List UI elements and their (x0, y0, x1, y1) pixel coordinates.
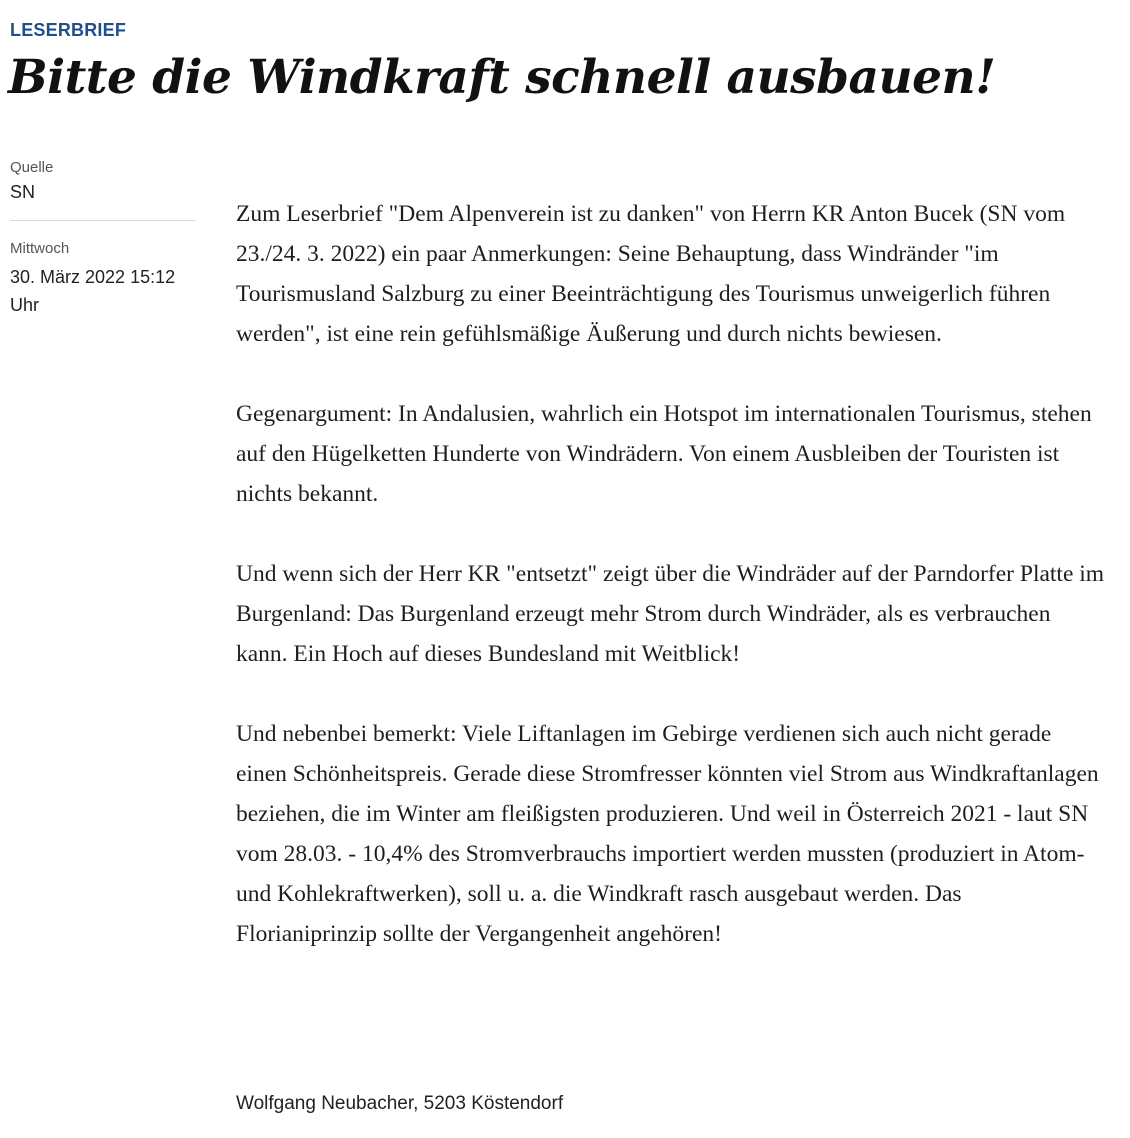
article-paragraph: Zum Leserbrief "Dem Alpenverein ist zu danken" von Herrn KR Anton Bucek (SN vom 23./24. 3. 2022) ein paar Anmerkungen: Seine Behauptung, dass Windränder "im Tourismusland Salzburg zu einer Beeinträchtigung des Tourismus unweigerlich führen werden", ist eine rein gefühlsmäßige Äußerung und durch nichts bewiesen. (236, 201, 1066, 347)
meta-source-label: Quelle (10, 159, 54, 176)
article-kicker: LESERBRIEF (10, 20, 127, 40)
article-paragraph: Gegenargument: In Andalusien, wahrlich ein Hotspot im internationalen Tourismus, stehen auf den Hügelketten Hunderte von Windrädern. Von einem Ausbleiben der Touristen ist nichts bekannt. (236, 401, 1092, 507)
article-body (236, 194, 1106, 994)
article-headline: Bitte die Windkraft schnell ausbauen! (8, 50, 996, 105)
article-paragraph: Und wenn sich der Herr KR "entsetzt" zeigt über die Windräder auf der Parndorfer Platte im Burgenland: Das Burgenland erzeugt mehr Strom durch Windräder, als es verbrauchen kann. Ein Hoch auf dieses Bundesland mit Weitblick! (236, 561, 1105, 667)
article-paragraph: Und nebenbei bemerkt: Viele Liftanlagen im Gebirge verdienen sich auch nicht gerade einen Schönheitspreis. Gerade diese Stromfresser könnten viel Strom aus Windkraftanlagen beziehen, die im Winter am fleißigsten produzieren. Und weil in Österreich 2021 - laut SN vom 28.03. - 10,4% des Stromverbrauchs importiert werden mussten (produziert in Atom- und Kohlekraftwerken), soll u. a. die Windkraft rasch ausgebaut werden. Das Florianiprinzip sollte der Vergangenheit angehören! (236, 721, 1099, 947)
meta-source (10, 158, 196, 206)
meta-divider (10, 220, 196, 221)
meta-date-value: 30. März 2022 15:12 Uhr (10, 267, 176, 315)
meta-date-label: Mittwoch (10, 240, 70, 257)
meta-source-value: SN (10, 182, 36, 202)
article-author: Wolfgang Neubacher, 5203 Köstendorf (236, 1093, 564, 1114)
meta-date (10, 239, 196, 319)
